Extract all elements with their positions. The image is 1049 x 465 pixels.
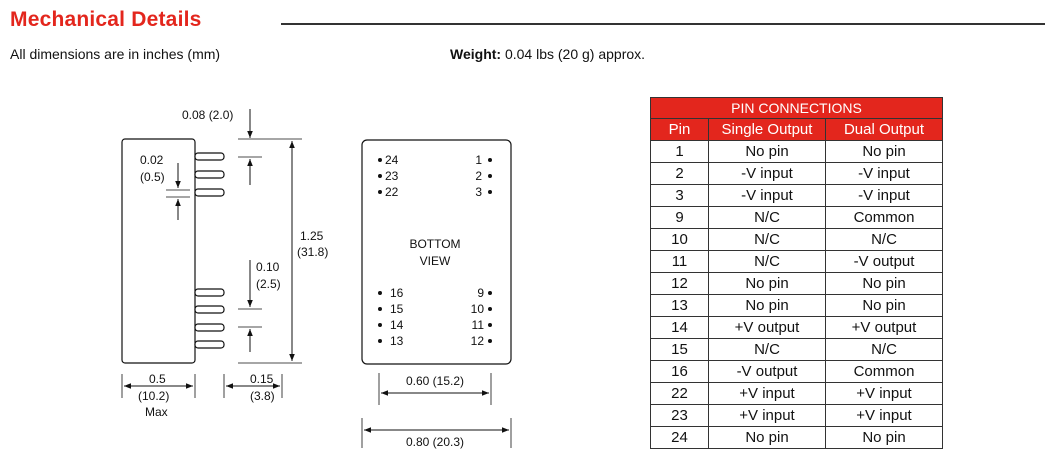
table-row — [651, 361, 943, 383]
top-gap-label: 0.08 (2.0) — [182, 108, 234, 122]
pin-number-label: 3 — [475, 185, 482, 199]
weight-label: Weight: — [450, 46, 502, 62]
dimensions-note: All dimensions are in inches (mm) — [10, 46, 221, 62]
side-view-top-pins — [195, 153, 224, 196]
pin-length-mm-label: (3.8) — [250, 389, 275, 403]
pin-number-cell: 12 — [651, 273, 709, 295]
single-output-cell: N/C — [709, 229, 826, 251]
pin-number-cell: 24 — [651, 427, 709, 449]
pin-dot — [378, 339, 382, 343]
pin-dot — [488, 174, 492, 178]
pin-number-cell: 15 — [651, 339, 709, 361]
pin-number-label: 22 — [385, 185, 399, 199]
dual-output-cell: No pin — [826, 141, 943, 163]
table-row — [651, 317, 943, 339]
pin-dot — [378, 291, 382, 295]
single-output-cell: -V input — [709, 185, 826, 207]
pin-number-label: 12 — [470, 334, 484, 348]
single-output-cell: No pin — [709, 427, 826, 449]
depth-in-label: 0.5 — [149, 372, 166, 386]
height-mm-label: (31.8) — [297, 245, 329, 259]
single-output-cell: N/C — [709, 339, 826, 361]
pin-number-cell: 11 — [651, 251, 709, 273]
dual-output-cell: No pin — [826, 427, 943, 449]
pin-number-cell: 1 — [651, 141, 709, 163]
pin-dot — [488, 323, 492, 327]
table-row — [651, 295, 943, 317]
table-row — [651, 207, 943, 229]
pin-dot — [378, 174, 382, 178]
table-row — [651, 427, 943, 449]
pin-number-label: 14 — [390, 318, 404, 332]
pin-number-cell: 14 — [651, 317, 709, 339]
dual-output-cell: +V input — [826, 405, 943, 427]
table-row — [651, 273, 943, 295]
pin-table-title: PIN CONNECTIONS — [651, 98, 943, 119]
pin-number-label: 1 — [475, 153, 482, 167]
pin-dot — [378, 190, 382, 194]
pin-dot — [488, 158, 492, 162]
depth-note-label: Max — [145, 405, 168, 419]
single-output-cell: +V input — [709, 405, 826, 427]
bottom-view-label-line2: VIEW — [419, 254, 451, 268]
pin-dot — [488, 190, 492, 194]
single-output-cell: No pin — [709, 295, 826, 317]
height-in-label: 1.25 — [300, 229, 324, 243]
pin-number-label: 9 — [477, 286, 484, 300]
table-row — [651, 185, 943, 207]
pin-pitch-mm-label: (2.5) — [256, 277, 281, 291]
table-row — [651, 163, 943, 185]
pin-dot — [488, 291, 492, 295]
weight-value: 0.04 lbs (20 g) approx. — [504, 46, 646, 62]
dual-output-cell: No pin — [826, 273, 943, 295]
single-output-cell: No pin — [709, 141, 826, 163]
single-output-cell: -V output — [709, 361, 826, 383]
bottom-view-label-line1: BOTTOM — [409, 237, 461, 251]
pin-number-label: 11 — [471, 318, 484, 332]
table-row — [651, 339, 943, 361]
single-output-cell: +V output — [709, 317, 826, 339]
depth-mm-label: (10.2) — [138, 389, 170, 403]
pin-number-cell: 3 — [651, 185, 709, 207]
dual-output-cell: +V output — [826, 317, 943, 339]
pin-dot — [378, 307, 382, 311]
section-title: Mechanical Details — [10, 8, 202, 31]
table-row — [651, 251, 943, 273]
pin-number-cell: 23 — [651, 405, 709, 427]
pin-dot — [488, 339, 492, 343]
pin-dot — [378, 323, 382, 327]
pin-number-cell: 9 — [651, 207, 709, 229]
table-row — [651, 141, 943, 163]
pin-number-label: 2 — [475, 169, 482, 183]
pin-pitch-in-label: 0.10 — [256, 260, 280, 274]
table-row — [651, 405, 943, 427]
single-output-cell: -V input — [709, 163, 826, 185]
dual-output-cell: Common — [826, 361, 943, 383]
single-output-column-header: Single Output — [709, 119, 826, 141]
inner-width-label: 0.60 (15.2) — [405, 374, 465, 388]
table-row — [651, 229, 943, 251]
side-view-bottom-pins — [195, 289, 224, 348]
pin-number-cell: 22 — [651, 383, 709, 405]
table-row — [651, 383, 943, 405]
dual-output-cell: N/C — [826, 229, 943, 251]
dual-output-cell: -V output — [826, 251, 943, 273]
pin-width-in-label: 0.02 — [140, 153, 164, 167]
pin-number-label: 23 — [385, 169, 399, 183]
dual-output-cell: No pin — [826, 295, 943, 317]
pin-length-in-label: 0.15 — [250, 372, 274, 386]
pin-connections-table — [650, 97, 943, 449]
single-output-cell: N/C — [709, 207, 826, 229]
pin-number-label: 15 — [390, 302, 404, 316]
pin-number-cell: 2 — [651, 163, 709, 185]
pin-number-cell: 13 — [651, 295, 709, 317]
dual-output-cell: N/C — [826, 339, 943, 361]
dual-output-column-header: Dual Output — [826, 119, 943, 141]
pin-number-cell: 16 — [651, 361, 709, 383]
dual-output-cell: -V input — [826, 185, 943, 207]
pin-number-label: 16 — [390, 286, 404, 300]
outer-width-label: 0.80 (20.3) — [405, 435, 465, 449]
pin-width-mm-label: (0.5) — [140, 170, 165, 184]
pin-dot — [488, 307, 492, 311]
pin-column-header: Pin — [651, 119, 709, 141]
pin-number-cell: 10 — [651, 229, 709, 251]
pin-number-label: 13 — [390, 334, 404, 348]
dual-output-cell: Common — [826, 207, 943, 229]
pin-table-body — [651, 141, 943, 449]
pin-number-label: 10 — [470, 302, 484, 316]
single-output-cell: N/C — [709, 251, 826, 273]
dual-output-cell: +V input — [826, 383, 943, 405]
pin-dot — [378, 158, 382, 162]
pin-number-label: 24 — [385, 153, 399, 167]
single-output-cell: +V input — [709, 383, 826, 405]
dual-output-cell: -V input — [826, 163, 943, 185]
single-output-cell: No pin — [709, 273, 826, 295]
